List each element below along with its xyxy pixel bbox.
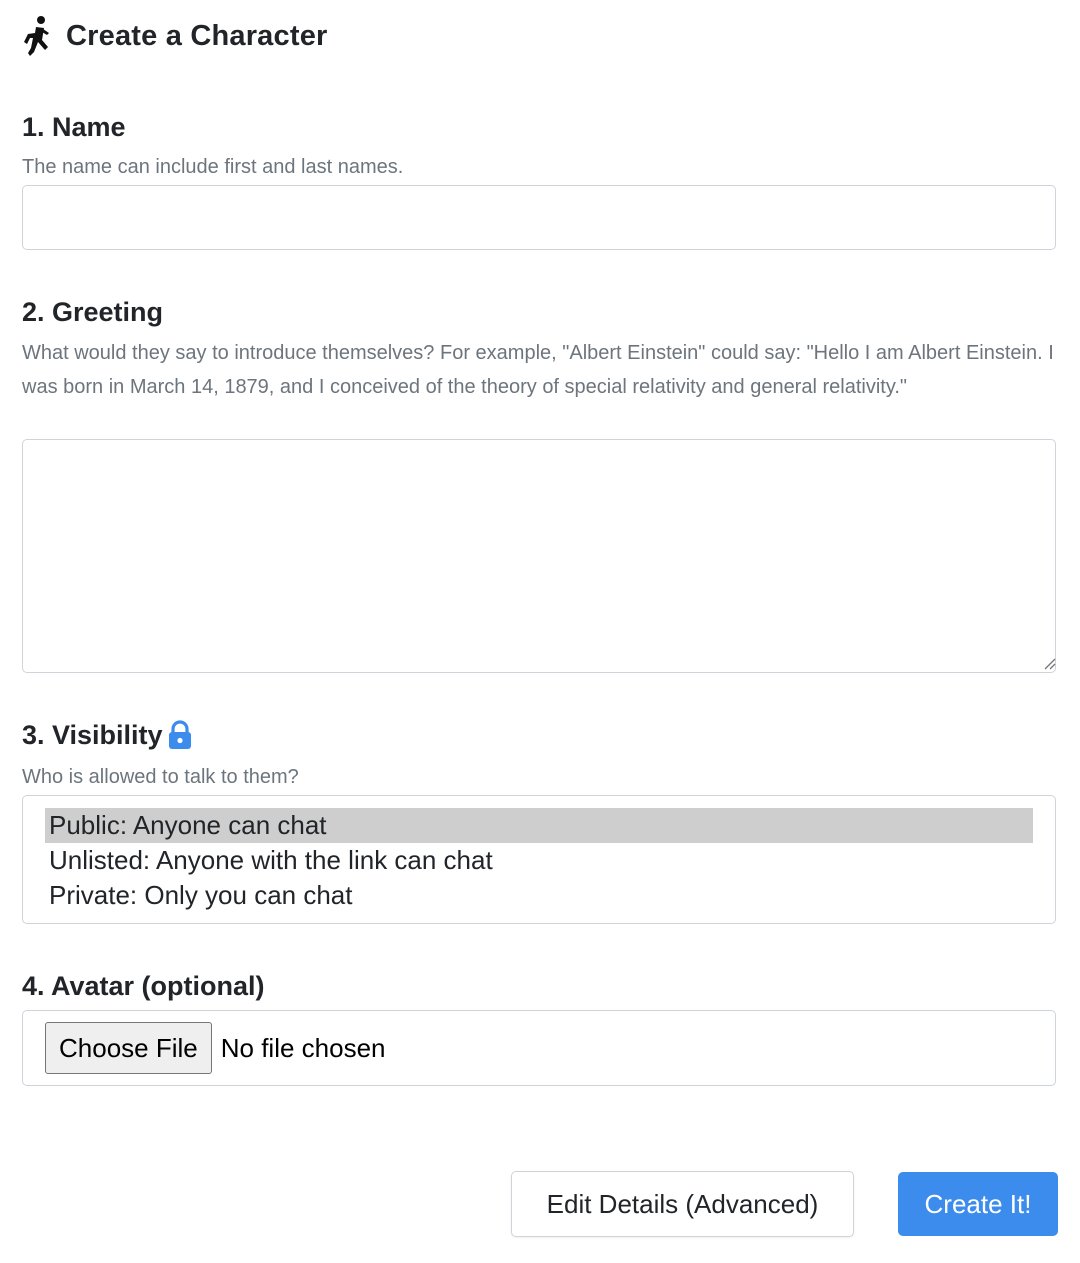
visibility-select[interactable] — [22, 795, 1056, 924]
page-title: Create a Character — [66, 19, 328, 52]
create-button[interactable]: Create It! — [898, 1172, 1058, 1236]
avatar-section-title: 4. Avatar (optional) — [22, 971, 265, 1001]
greeting-help-text: What would they say to introduce themselves? For example, "Albert Einstein" could say: "Hello I am Albert Einstein. I was born in March 14, 1879, and I conceived of the theory of special relativity and general relativity." — [22, 342, 1054, 398]
name-section-title: 1. Name — [22, 112, 126, 142]
avatar-file-input — [22, 1010, 1056, 1086]
visibility-title-text: 3. Visibility — [22, 719, 163, 750]
visibility-section-title — [22, 719, 193, 751]
page-header — [22, 14, 328, 58]
edit-details-button[interactable]: Edit Details (Advanced) — [511, 1171, 854, 1237]
lock-icon — [167, 719, 193, 751]
greeting-section-title: 2. Greeting — [22, 297, 164, 327]
file-status-text: No file chosen — [220, 1032, 386, 1063]
visibility-help-text: Who is allowed to talk to them? — [22, 766, 299, 788]
choose-file-button[interactable]: Choose File — [45, 1022, 212, 1074]
name-input[interactable] — [22, 185, 1056, 250]
running-person-icon — [22, 14, 54, 58]
visibility-option-unlisted[interactable]: Unlisted: Anyone with the link can chat — [49, 845, 493, 875]
visibility-option-public[interactable]: Public: Anyone can chat — [45, 808, 1033, 843]
name-help-text: The name can include first and last names. — [22, 156, 404, 178]
greeting-textarea[interactable] — [22, 439, 1056, 673]
visibility-option-private[interactable]: Private: Only you can chat — [49, 880, 353, 910]
resize-grip-icon[interactable] — [1042, 656, 1056, 670]
